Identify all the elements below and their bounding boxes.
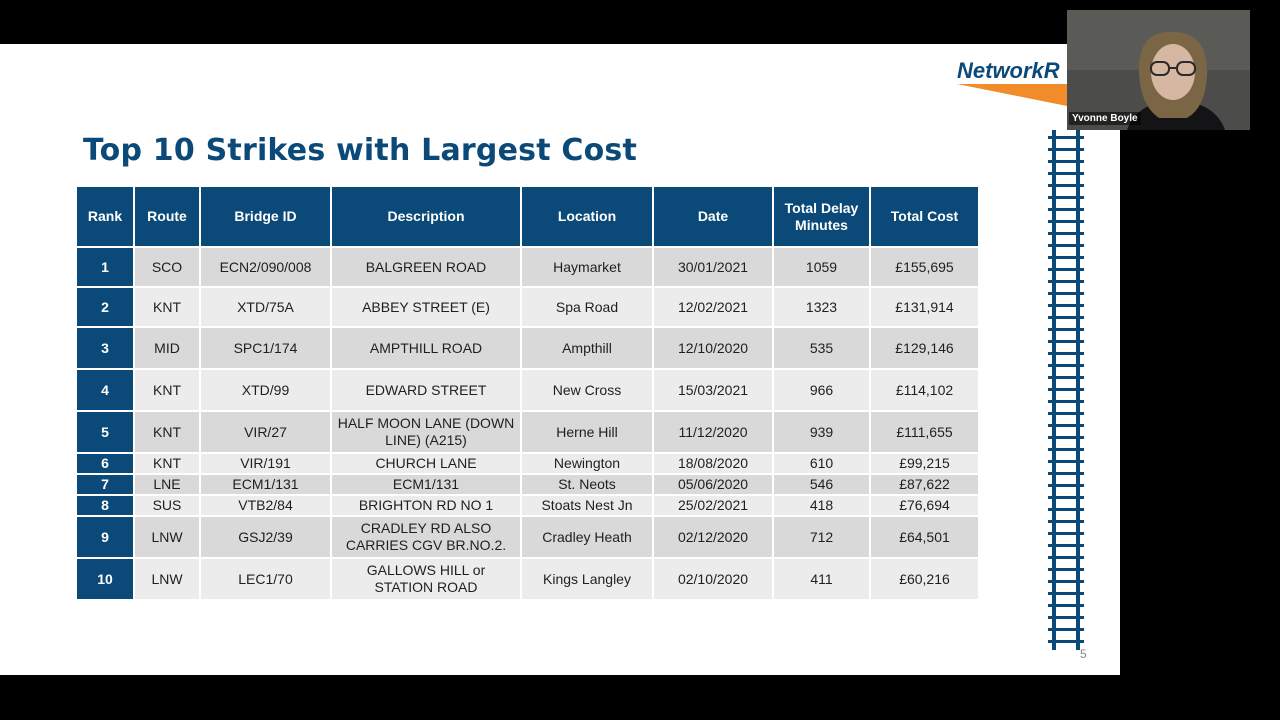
table-row — [77, 370, 978, 410]
cell-delay: 546 — [774, 475, 869, 494]
cell-cost: £60,216 — [871, 559, 978, 599]
header-bridge-id: Bridge ID — [201, 187, 330, 246]
cell-cost: £131,914 — [871, 288, 978, 326]
cell-date: 11/12/2020 — [654, 412, 772, 452]
table-row — [77, 454, 978, 473]
cell-rank: 3 — [77, 328, 133, 368]
cell-delay: 712 — [774, 517, 869, 557]
cell-rank: 2 — [77, 288, 133, 326]
header-delay-line1: Total Delay — [784, 199, 859, 216]
strikes-table — [75, 185, 980, 601]
cell-description-line1: EDWARD STREET — [365, 381, 487, 398]
cell-bridge-id: ECM1/131 — [201, 475, 330, 494]
cell-description — [332, 517, 520, 557]
cell-cost: £155,695 — [871, 248, 978, 286]
cell-cost: £111,655 — [871, 412, 978, 452]
cell-date: 02/12/2020 — [654, 517, 772, 557]
cell-date: 25/02/2021 — [654, 496, 772, 515]
cell-date: 12/10/2020 — [654, 328, 772, 368]
cell-description — [332, 248, 520, 286]
cell-cost: £99,215 — [871, 454, 978, 473]
cell-description-line1: CHURCH LANE — [375, 455, 477, 471]
slide-page-number: 5 — [1080, 647, 1087, 661]
cell-route: MID — [135, 328, 199, 368]
cell-route: LNW — [135, 559, 199, 599]
cell-description-line2: CARRIES CGV BR.NO.2. — [345, 537, 507, 553]
cell-cost: £76,694 — [871, 496, 978, 515]
cell-description-line1: ECM1/131 — [392, 476, 460, 492]
presentation-slide — [0, 44, 1120, 675]
cell-description-line1: AMPTHILL ROAD — [369, 339, 483, 356]
cell-bridge-id: XTD/99 — [201, 370, 330, 410]
cell-cost: £64,501 — [871, 517, 978, 557]
cell-rank: 5 — [77, 412, 133, 452]
table-row — [77, 475, 978, 494]
cell-location: New Cross — [522, 370, 652, 410]
cell-cost: £129,146 — [871, 328, 978, 368]
cell-rank: 7 — [77, 475, 133, 494]
table-row — [77, 496, 978, 515]
cell-description-line1: ABBEY STREET (E) — [362, 298, 490, 315]
table-header-row — [77, 187, 978, 246]
table-row — [77, 517, 978, 557]
cell-description-line1: GALLOWS HILL or — [366, 562, 486, 578]
cell-date: 18/08/2020 — [654, 454, 772, 473]
cell-description-line1: CRADLEY RD ALSO — [360, 520, 492, 536]
header-rank: Rank — [77, 187, 133, 246]
cell-bridge-id: SPC1/174 — [201, 328, 330, 368]
cell-route: SUS — [135, 496, 199, 515]
cell-bridge-id: VIR/27 — [201, 412, 330, 452]
table-row — [77, 328, 978, 368]
cell-location: Cradley Heath — [522, 517, 652, 557]
header-route: Route — [135, 187, 199, 246]
railway-track-graphic — [1048, 130, 1084, 650]
cell-date: 12/02/2021 — [654, 288, 772, 326]
screen-share-margin — [1120, 44, 1280, 675]
cell-rank: 4 — [77, 370, 133, 410]
cell-description — [332, 328, 520, 368]
cell-route: LNE — [135, 475, 199, 494]
participant-video-tile[interactable] — [1067, 10, 1250, 130]
cell-description-line2: STATION ROAD — [374, 579, 478, 595]
header-date: Date — [654, 187, 772, 246]
network-rail-logo — [955, 58, 1075, 110]
cell-cost: £87,622 — [871, 475, 978, 494]
cell-location: St. Neots — [522, 475, 652, 494]
cell-description-line1: BALGREEN ROAD — [365, 258, 487, 275]
cell-bridge-id: LEC1/70 — [201, 559, 330, 599]
table-row — [77, 288, 978, 326]
cell-route: LNW — [135, 517, 199, 557]
cell-bridge-id: GSJ2/39 — [201, 517, 330, 557]
logo-text: NetworkR — [957, 58, 1060, 83]
cell-description — [332, 288, 520, 326]
cell-delay: 1059 — [774, 248, 869, 286]
cell-date: 30/01/2021 — [654, 248, 772, 286]
slide-title: Top 10 Strikes with Largest Cost — [83, 133, 638, 168]
cell-delay: 418 — [774, 496, 869, 515]
cell-route: KNT — [135, 288, 199, 326]
cell-delay: 535 — [774, 328, 869, 368]
cell-location: Herne Hill — [522, 412, 652, 452]
cell-location: Haymarket — [522, 248, 652, 286]
cell-rank: 8 — [77, 496, 133, 515]
table-row — [77, 248, 978, 286]
cell-description — [332, 412, 520, 452]
cell-description — [332, 475, 520, 494]
header-total-cost: Total Cost — [871, 187, 978, 246]
cell-description — [332, 370, 520, 410]
cell-route: KNT — [135, 412, 199, 452]
cell-delay: 411 — [774, 559, 869, 599]
cell-rank: 6 — [77, 454, 133, 473]
cell-route: KNT — [135, 454, 199, 473]
header-delay-line2: Minutes — [795, 216, 848, 233]
cell-description — [332, 496, 520, 515]
participant-name-label: Yvonne Boyle — [1069, 112, 1141, 125]
cell-location: Stoats Nest Jn — [522, 496, 652, 515]
cell-date: 15/03/2021 — [654, 370, 772, 410]
cell-description — [332, 559, 520, 599]
cell-delay: 939 — [774, 412, 869, 452]
cell-rank: 1 — [77, 248, 133, 286]
cell-route: SCO — [135, 248, 199, 286]
cell-description — [332, 454, 520, 473]
cell-description-line1: BRIGHTON RD NO 1 — [358, 497, 494, 513]
cell-route: KNT — [135, 370, 199, 410]
cell-date: 05/06/2020 — [654, 475, 772, 494]
cell-bridge-id: VIR/191 — [201, 454, 330, 473]
table-row — [77, 559, 978, 599]
cell-delay: 610 — [774, 454, 869, 473]
cell-description-line2: LINE) (A215) — [385, 432, 467, 448]
header-total-delay — [774, 187, 869, 246]
cell-date: 02/10/2020 — [654, 559, 772, 599]
cell-bridge-id: ECN2/090/008 — [201, 248, 330, 286]
cell-location: Kings Langley — [522, 559, 652, 599]
cell-rank: 9 — [77, 517, 133, 557]
header-location: Location — [522, 187, 652, 246]
cell-bridge-id: VTB2/84 — [201, 496, 330, 515]
cell-rank: 10 — [77, 559, 133, 599]
table-row — [77, 412, 978, 452]
cell-bridge-id: XTD/75A — [201, 288, 330, 326]
cell-location: Newington — [522, 454, 652, 473]
cell-location: Spa Road — [522, 288, 652, 326]
cell-delay: 1323 — [774, 288, 869, 326]
cell-delay: 966 — [774, 370, 869, 410]
header-description: Description — [332, 187, 520, 246]
cell-cost: £114,102 — [871, 370, 978, 410]
cell-description-line1: HALF MOON LANE (DOWN — [337, 415, 515, 431]
cell-location: Ampthill — [522, 328, 652, 368]
